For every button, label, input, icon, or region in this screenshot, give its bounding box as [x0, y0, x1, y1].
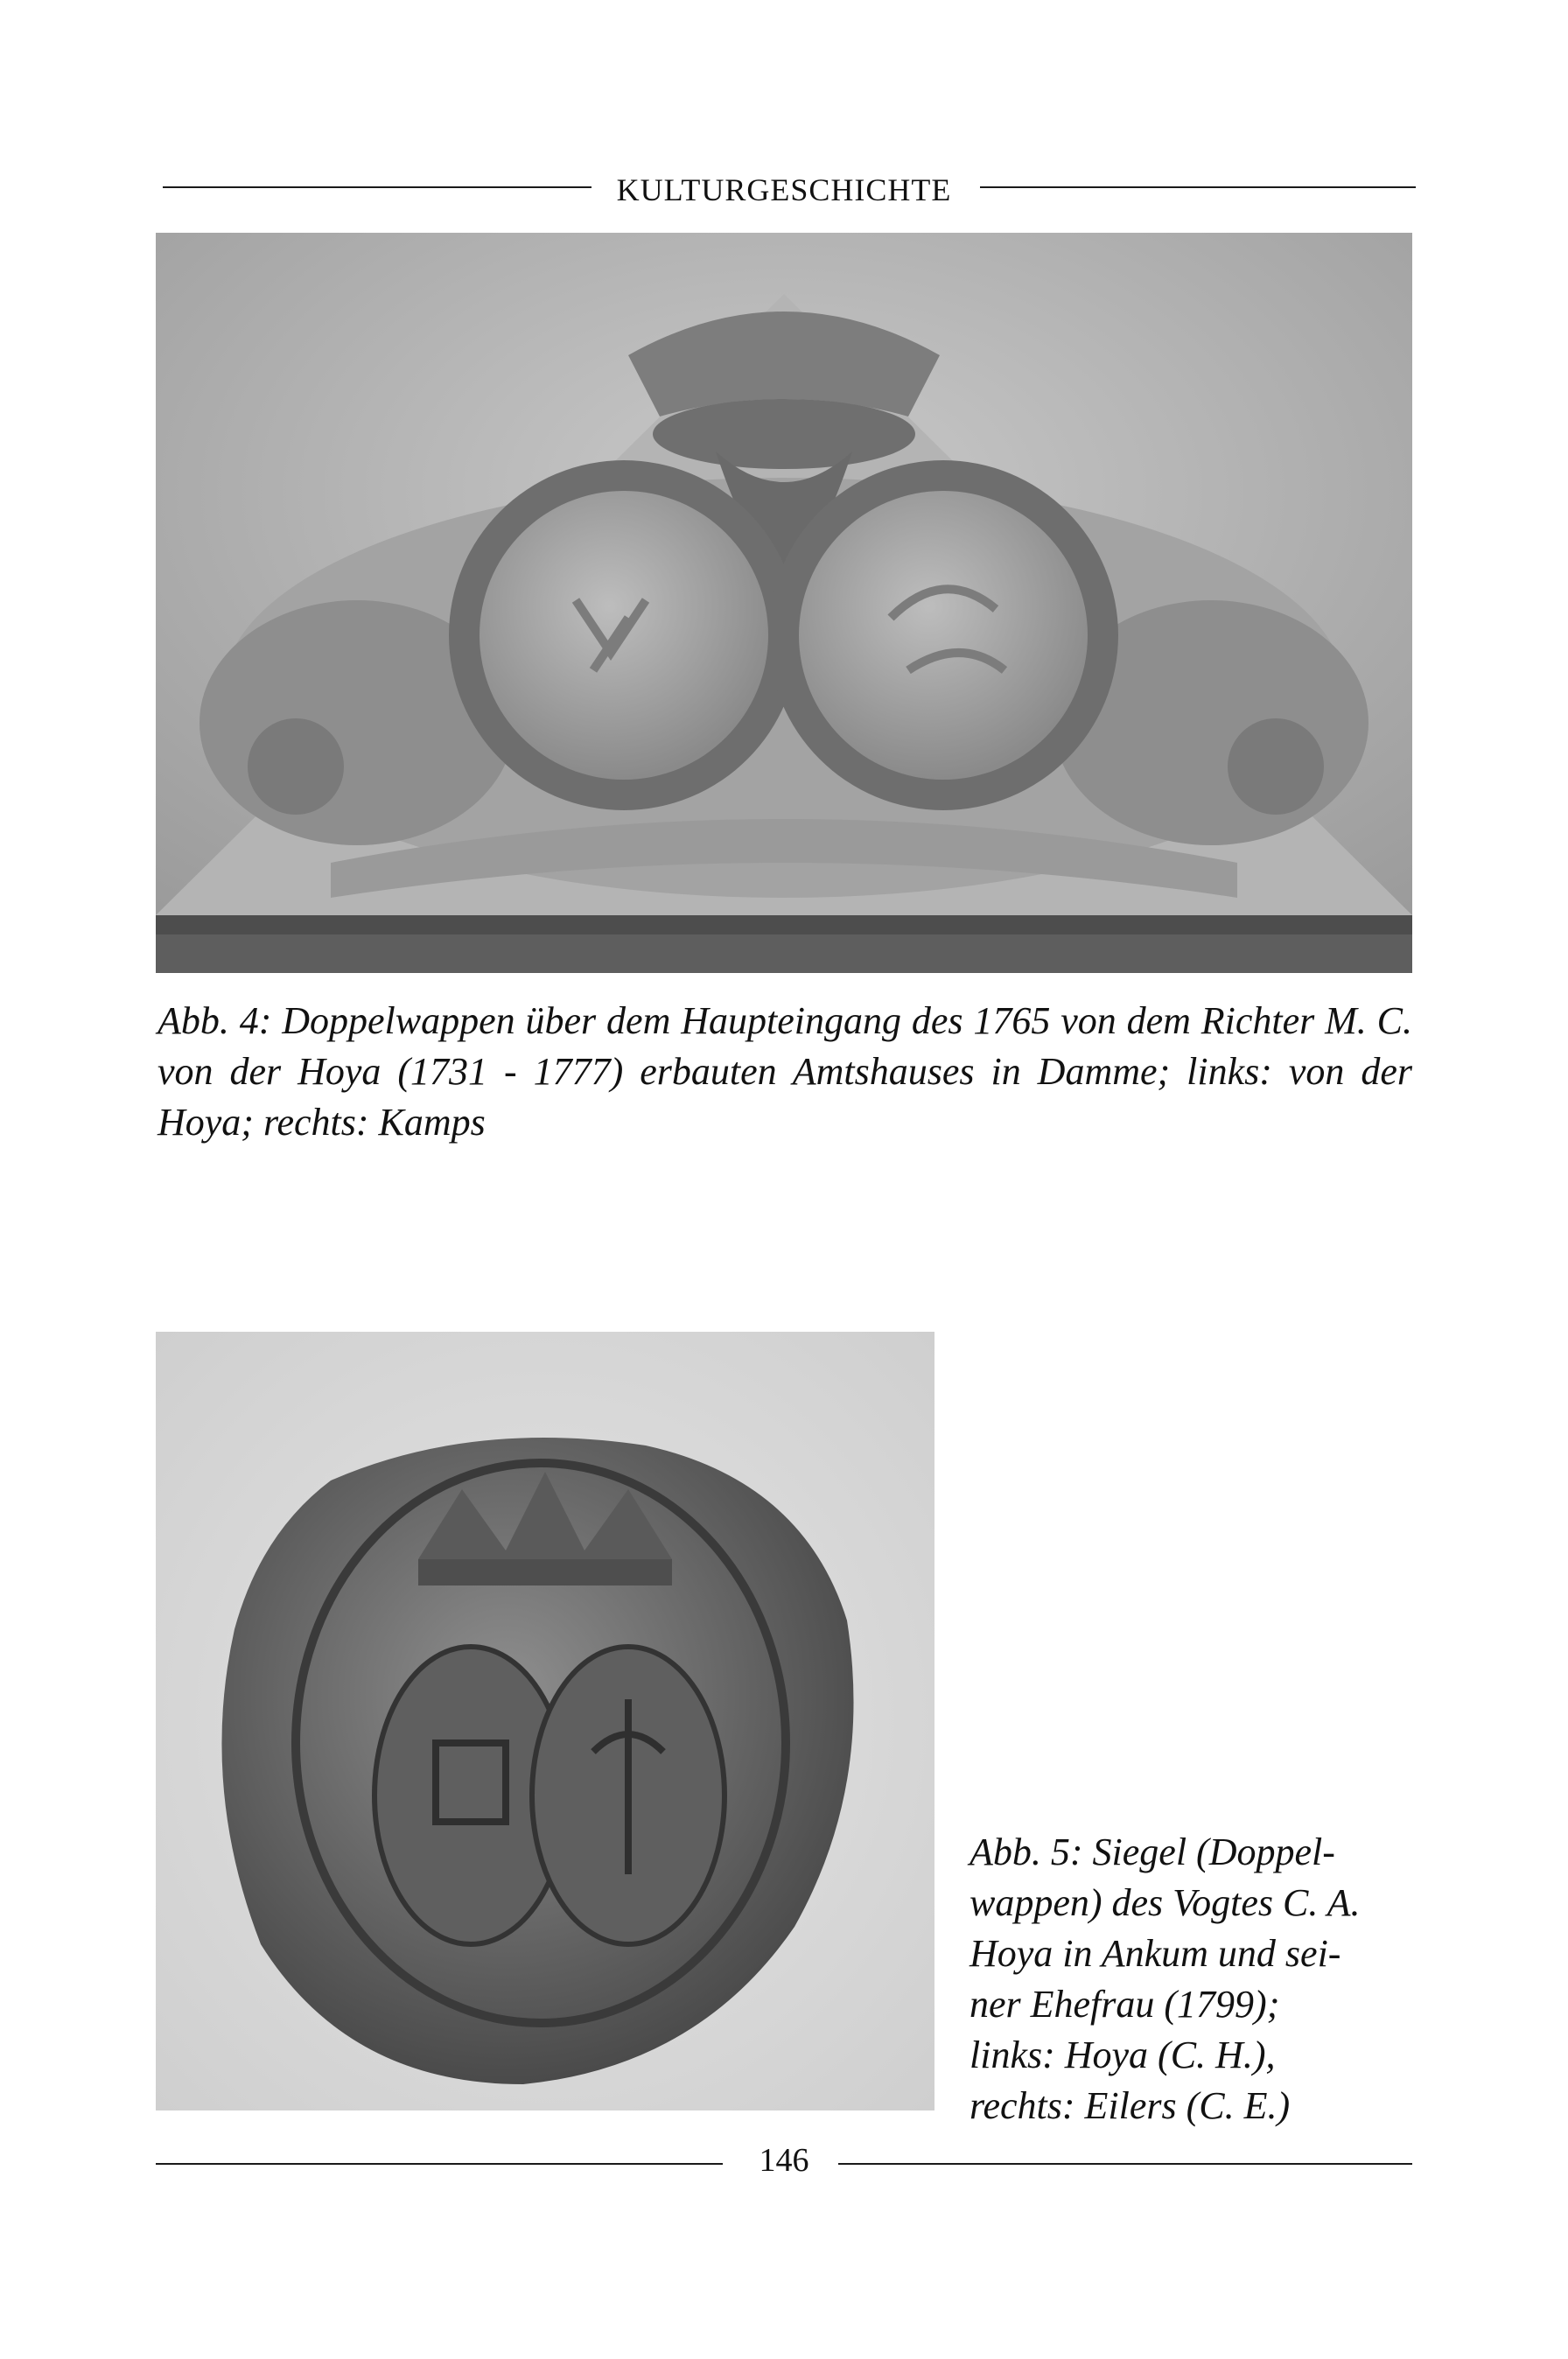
figure-5-caption-line: Abb. 5: Siegel (Doppel-: [970, 1830, 1335, 1873]
figure-4-caption: Abb. 4: Doppelwappen über dem Haupteingang des 1765 von dem Richter M. C. von der Hoya (1731 - 1777) erbauten Amtshauses in Damme; links: von der Hoya; rechts: Kamps: [158, 999, 1412, 1144]
figure-5-caption-line: wappen) des Vogtes C. A.: [970, 1881, 1361, 1924]
figure-5-photo: [156, 1332, 934, 2110]
running-title: KULTURGESCHICHTE: [616, 172, 952, 207]
footer-rule-right: [838, 2163, 1412, 2165]
header-rule-right: [980, 186, 1416, 188]
figure-5-caption-line: ner Ehefrau (1799);: [970, 1983, 1280, 2026]
figure-4-photo: [156, 233, 1412, 973]
figure-5-caption: [970, 1827, 1424, 2132]
figure-5-caption-line: links: Hoya (C. H.),: [970, 2034, 1276, 2076]
figure-5-caption-line: rechts: Eilers (C. E.): [970, 2084, 1291, 2127]
page-number: 146: [759, 2142, 809, 2179]
figure-5-caption-line: Hoya in Ankum und sei-: [970, 1932, 1341, 1975]
